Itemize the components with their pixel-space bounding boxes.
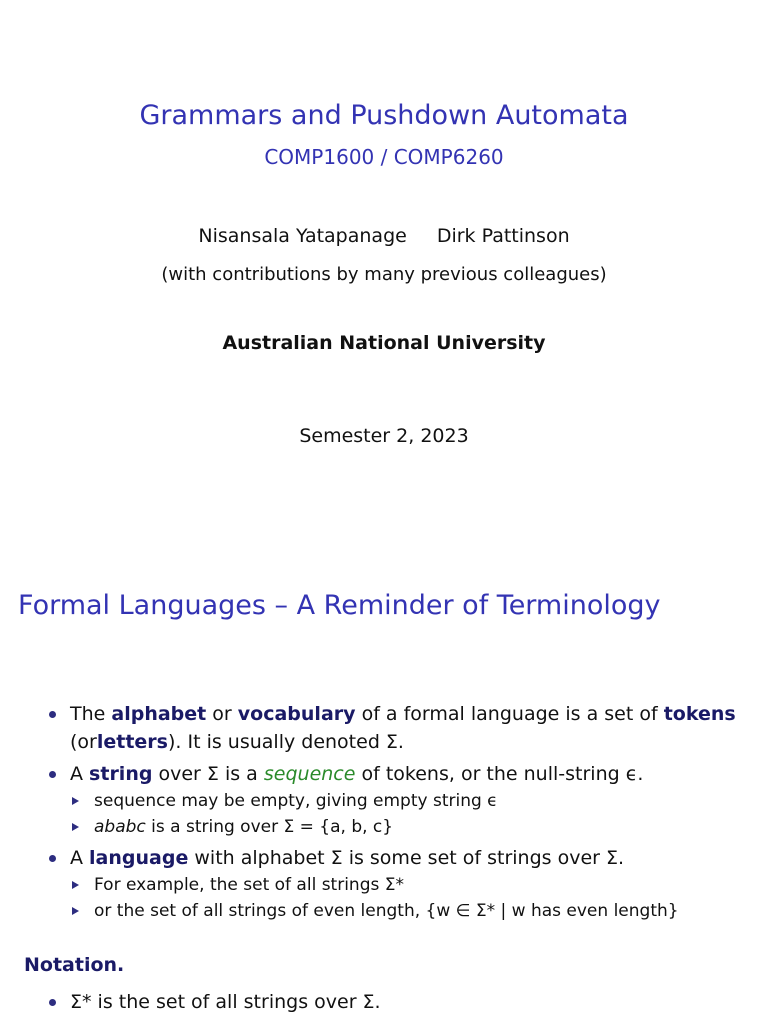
bullet-dot-icon: [49, 771, 56, 778]
author-name: Nisansala Yatapanage: [198, 225, 407, 247]
bullet-dot-icon: [49, 711, 56, 718]
sub-list-item: For example, the set of all strings Σ*: [70, 872, 758, 898]
semester-date: Semester 2, 2023: [299, 425, 469, 447]
triangle-bullet-icon: [72, 881, 79, 889]
term-letters: letters: [96, 731, 168, 753]
term-tokens: tokens: [663, 703, 736, 725]
bullet-list: [46, 700, 758, 924]
term-language: language: [89, 847, 189, 869]
bullet-dot-icon: [49, 855, 56, 862]
presentation-title: Grammars and Pushdown Automata: [139, 100, 629, 131]
term-alphabet: alphabet: [111, 703, 207, 725]
slide-title: Formal Languages – A Reminder of Terminology: [18, 590, 661, 621]
triangle-bullet-icon: [72, 907, 79, 915]
term-vocabulary: vocabulary: [237, 703, 356, 725]
list-item: Σ* is the set of all strings over Σ.: [46, 988, 758, 1016]
term-sequence: sequence: [263, 763, 356, 785]
term-string: string: [89, 763, 153, 785]
triangle-bullet-icon: [72, 797, 79, 805]
course-code: COMP1600 / COMP6260: [264, 145, 504, 169]
institution: Australian National University: [222, 332, 546, 354]
triangle-bullet-icon: [72, 823, 79, 831]
sub-list-item: sequence may be empty, giving empty string ϵ: [70, 788, 758, 814]
bullet-dot-icon: [49, 999, 56, 1006]
list-item: A string over Σ is a sequence of tokens, or the null-string ϵ.: [46, 760, 758, 788]
author-name: Dirk Pattinson: [436, 225, 570, 247]
notation-heading: Notation.: [24, 954, 125, 976]
sub-list-item: or the set of all strings of even length, {w ∈ Σ* | w has even length}: [70, 898, 758, 924]
notation-list: [46, 988, 758, 1016]
sub-list-item: ababc is a string over Σ = {a, b, c}: [70, 814, 758, 840]
authors: [0, 225, 768, 247]
list-item: The alphabet or vocabulary of a formal language is a set of tokens (orletters). It is usually denoted Σ.: [46, 700, 758, 756]
list-item: A language with alphabet Σ is some set of strings over Σ.: [46, 844, 758, 872]
contributions-note: (with contributions by many previous colleagues): [161, 264, 607, 285]
